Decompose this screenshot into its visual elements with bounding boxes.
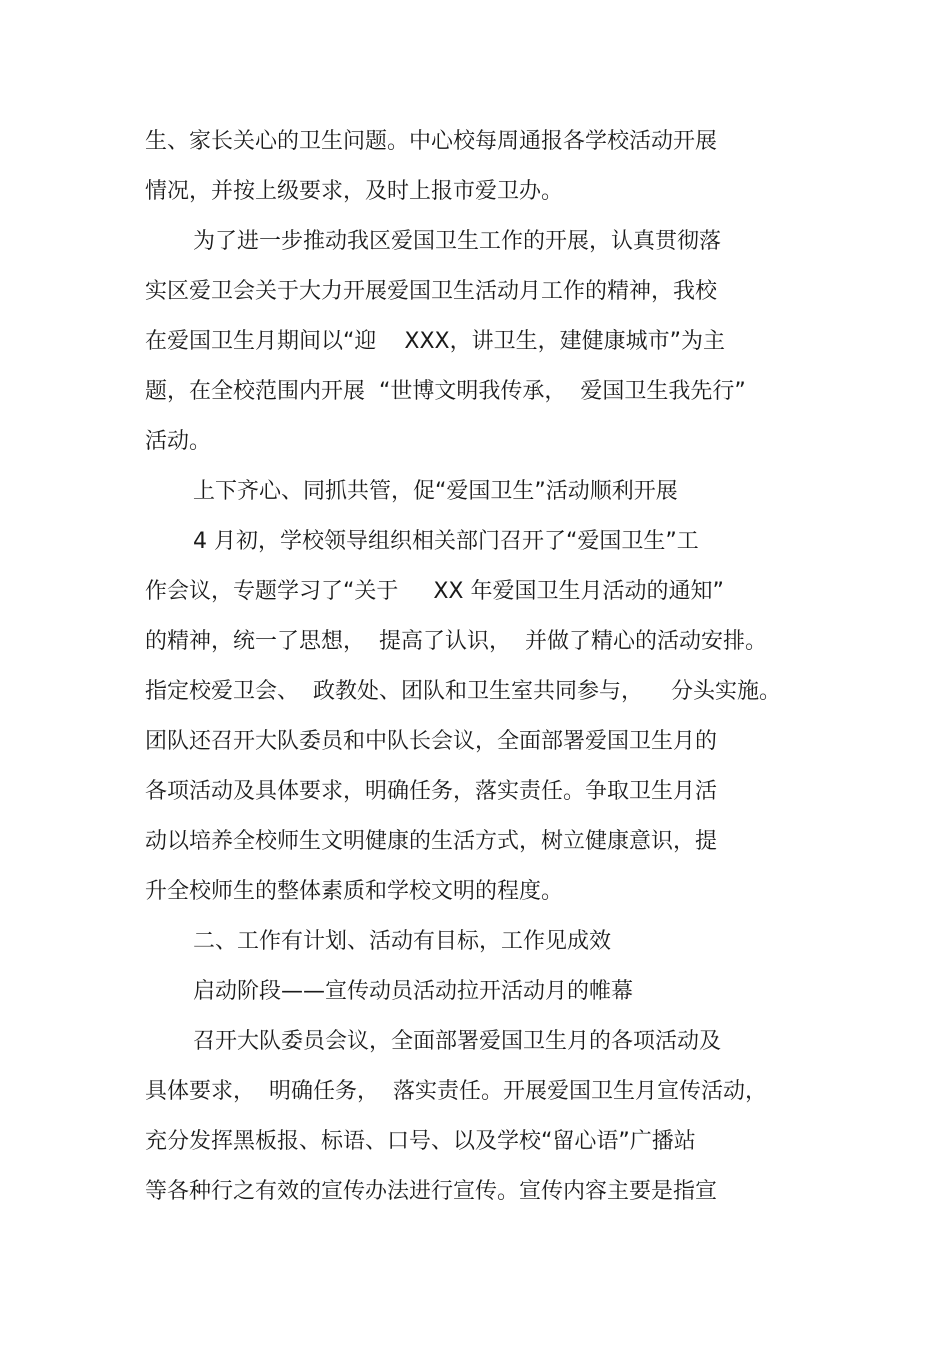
paragraph-first-line: 召开大队委员会议，全面部署爱国卫生月的各项活动及 <box>193 1029 722 1054</box>
text-line: 动以培养全校师生文明健康的生活方式，树立健康意识，提 <box>145 829 718 854</box>
text-line: 具体要求， 明确任务， 落实责任。开展爱国卫生月宣传活动， <box>145 1079 767 1104</box>
text-line: 指定校爱卫会、 政教处、团队和卫生室共同参与， 分头实施。 <box>145 679 781 704</box>
text-line: 升全校师生的整体素质和学校文明的程度。 <box>145 879 564 904</box>
text-line: 题，在全校范围内开展 “世博文明我传承， 爱国卫生我先行” <box>145 379 746 404</box>
text-line: 活动。 <box>145 429 212 454</box>
text-line: 情况，并按上级要求，及时上报市爱卫办。 <box>145 179 564 204</box>
paragraph-first-line: 为了进一步推动我区爱国卫生工作的开展，认真贯彻落 <box>193 229 722 254</box>
text-line: 团队还召开大队委员和中队长会议，全面部署爱国卫生月的 <box>145 729 718 754</box>
text-line: 充分发挥黑板报、标语、口号、以及学校“留心语”广播站 <box>145 1129 696 1154</box>
text-line: 等各种行之有效的宣传办法进行宣传。宣传内容主要是指宣 <box>145 1179 718 1204</box>
text-line: 的精神，统一了思想， 提高了认识， 并做了精心的活动安排。 <box>145 629 767 654</box>
subsection-heading: 启动阶段——宣传动员活动拉开活动月的帷幕 <box>193 979 634 1004</box>
text-line: 作会议，专题学习了“关于 XX 年爱国卫生月活动的通知” <box>145 579 724 604</box>
text-line: 实区爱卫会关于大力开展爱国卫生活动月工作的精神，我校 <box>145 279 718 304</box>
text-line: 在爱国卫生月期间以“迎 XXX，讲卫生，建健康城市”为主 <box>145 329 725 354</box>
paragraph-first-line: 4 月初，学校领导组织相关部门召开了“爱国卫生”工 <box>193 529 699 554</box>
section-heading: 上下齐心、同抓共管，促“爱国卫生”活动顺利开展 <box>193 479 678 504</box>
text-line: 各项活动及具体要求，明确任务，落实责任。争取卫生月活 <box>145 779 718 804</box>
text-line: 生、家长关心的卫生问题。中心校每周通报各学校活动开展 <box>145 129 718 154</box>
section-heading: 二、工作有计划、活动有目标，工作见成效 <box>193 929 612 954</box>
